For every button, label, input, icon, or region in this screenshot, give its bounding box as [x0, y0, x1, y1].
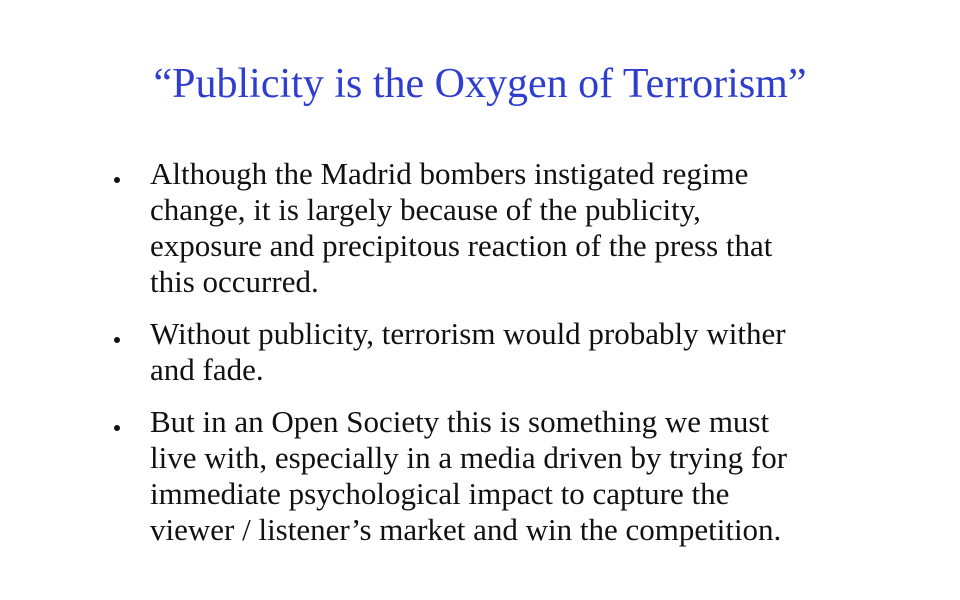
bullet-text-line: exposure and precipitous reaction of the press that: [150, 228, 773, 263]
bullet-text-line: Although the Madrid bombers instigated regime: [150, 156, 749, 191]
bullet-text-line: change, it is largely because of the publicity,: [150, 192, 701, 227]
bullet-text-line: viewer / listener’s market and win the competition.: [150, 512, 782, 547]
slide-title: “Publicity is the Oxygen of Terrorism”: [153, 61, 807, 107]
bullet-text-line: But in an Open Society this is something we must: [150, 404, 770, 439]
bullet-text-line: and fade.: [150, 352, 264, 387]
bullet-text-line: live with, especially in a media driven by trying for: [150, 440, 788, 475]
bullet-list: [112, 156, 872, 564]
bullet-dot-icon: [114, 337, 120, 343]
bullet-item: [112, 316, 872, 388]
bullet-text-line: immediate psychological impact to capture the: [150, 476, 730, 511]
bullet-dot-icon: [114, 177, 120, 183]
bullet-item: [112, 156, 872, 300]
bullet-text-line: this occurred.: [150, 264, 319, 299]
bullet-text-line: Without publicity, terrorism would probably wither: [150, 316, 786, 351]
bullet-item: [112, 404, 872, 548]
bullet-dot-icon: [114, 425, 120, 431]
